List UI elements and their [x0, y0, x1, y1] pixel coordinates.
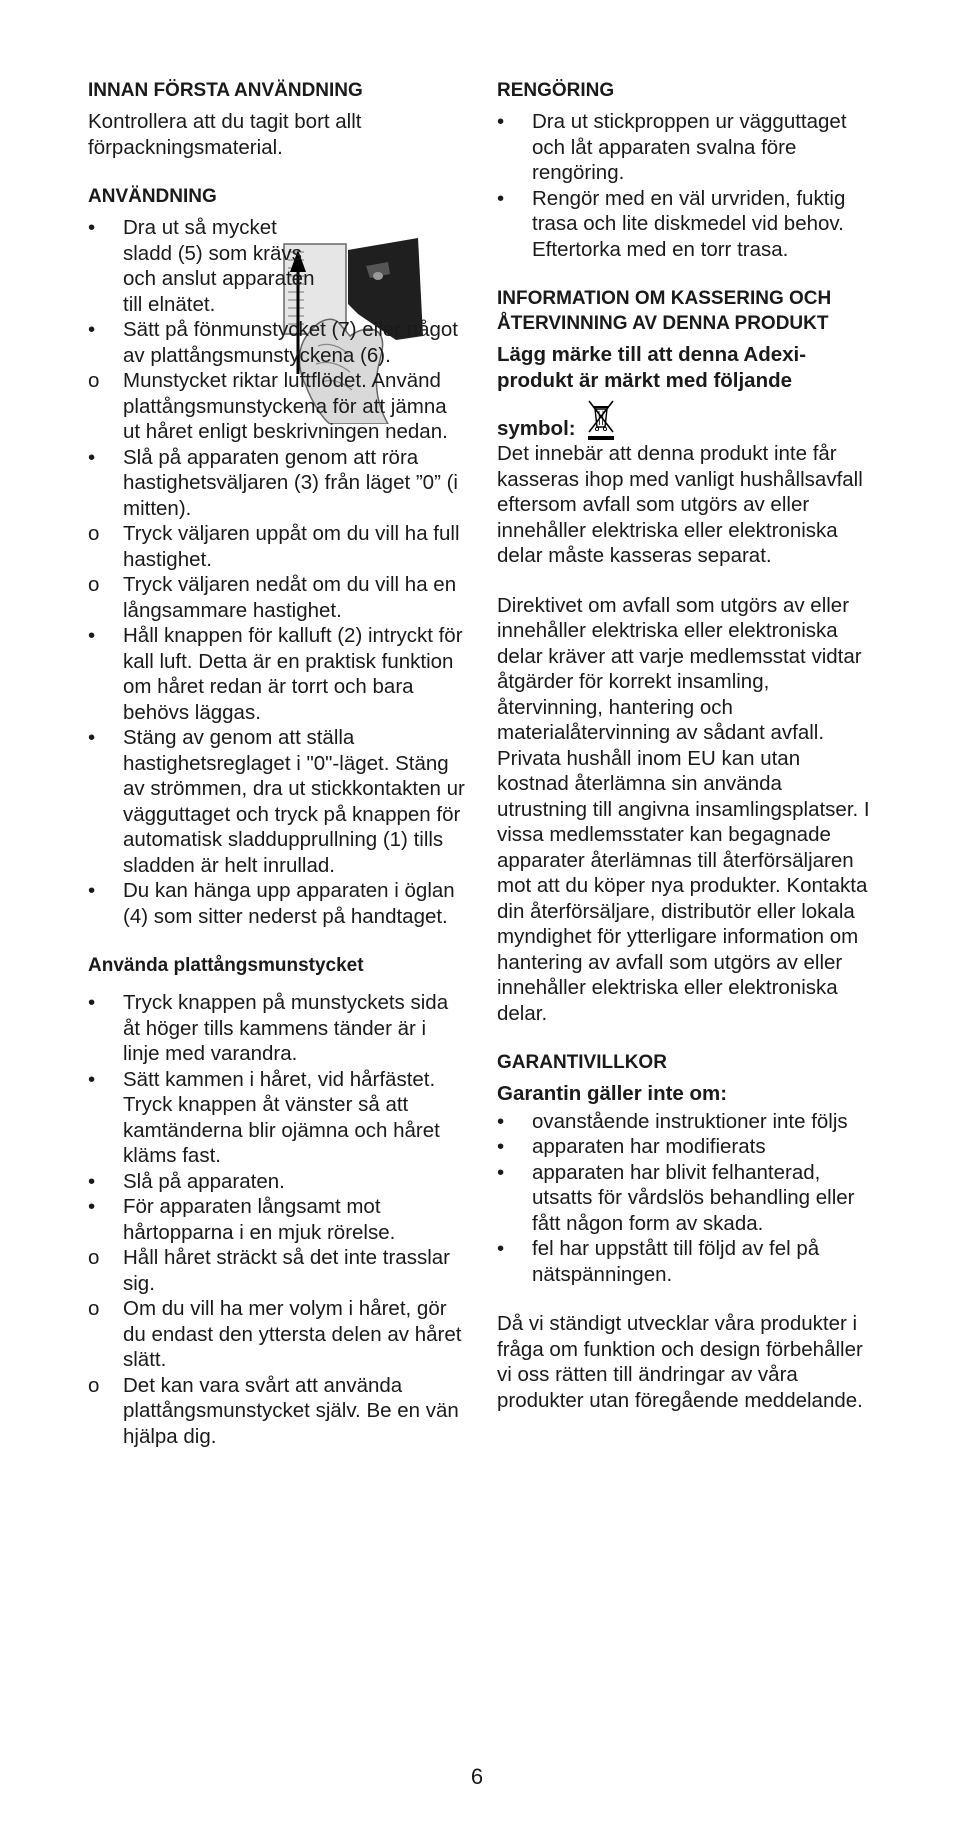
list-item: [88, 445, 466, 522]
disposal-paragraph-2: Direktivet om avfall som utgörs av eller innehåller elektriska eller elektroniska delar kräver att varje medlemsstat vidtar åtgärder för korrekt insamling, återvinning, hantering och materialåtervinning av sådant avfall. Privata hushåll inom EU kan utan kostnad återlämna sin använda utrustning till angivna insamlingsplatser. I vissa medlemsstater kan begagnade apparater återlämnas till återförsäljaren mot att du köper nya produkter. Kontakta din återförsäljare, distributör eller lokala myndighet för ytterligare information om hantering av avfall som utgörs av eller innehåller elektriska eller elektroniska delar.: [497, 593, 870, 1025]
bullet-marker: •: [497, 1160, 505, 1184]
list-item-text: fel har uppstått till följd av fel på nätspänningen.: [532, 1237, 820, 1286]
warranty-list: [497, 1109, 877, 1288]
warranty-closing: Då vi ständigt utvecklar våra produkter i fråga om funktion och design förbehåller vi oss rätten till ändringar av våra produkter utan föregående meddelande.: [497, 1312, 863, 1412]
list-item-text: apparaten har modifierats: [532, 1135, 766, 1158]
list-item-text: Dra ut stickproppen ur vägguttaget och låt apparaten svalna före rengöring.: [532, 110, 847, 184]
list-item: [497, 109, 877, 186]
bullet-marker: •: [88, 445, 96, 469]
cleaning-list: [497, 109, 877, 262]
bullet-marker: •: [497, 186, 505, 210]
bullet-marker: o: [88, 1373, 100, 1397]
first-use-text: Kontrollera att du tagit bort allt förpackningsmaterial.: [88, 110, 362, 159]
list-item: [88, 521, 466, 572]
flat-iron-list: [88, 990, 466, 1449]
weee-symbol-row: [497, 397, 877, 441]
list-item: [88, 623, 466, 725]
list-item: [497, 186, 877, 263]
bullet-marker: •: [497, 110, 505, 133]
list-item: [88, 317, 466, 368]
list-item: [88, 1245, 466, 1296]
bullet-marker: •: [88, 726, 96, 749]
list-item: [88, 878, 466, 929]
bullet-marker: •: [88, 624, 96, 647]
bullet-marker: •: [88, 318, 96, 341]
disposal-heading: INFORMATION OM KASSERING OCH ÅTERVINNING AV DENNA PRODUKT: [497, 288, 832, 334]
bullet-marker: o: [88, 1297, 100, 1320]
list-item-text: Tryck väljaren nedåt om du vill ha en långsammare hastighet.: [123, 573, 457, 622]
list-item-text: Om du vill ha mer volym i håret, gör du endast den yttersta delen av håret slätt.: [123, 1297, 462, 1371]
list-item: [88, 725, 466, 878]
list-item-text: Det kan vara svårt att använda plattångsmunstycket själv. Be en vän hjälpa dig.: [123, 1373, 459, 1448]
list-item-text: Slå på apparaten.: [123, 1169, 285, 1193]
list-item-text: Tryck knappen på munstyckets sida åt höger tills kammens tänder är i linje med varandra.: [123, 991, 449, 1065]
usage-heading: ANVÄNDNING: [88, 186, 217, 207]
list-item: [497, 1236, 877, 1287]
bullet-marker: o: [88, 1246, 100, 1269]
right-column: [497, 78, 877, 1413]
bullet-marker: •: [497, 1237, 505, 1260]
symbol-label: symbol:: [497, 416, 576, 440]
list-item-text: Håll knappen för kalluft (2) intryckt för kall luft. Detta är en praktisk funktion om håret redan är torrt och bara behövs läggas.: [123, 624, 463, 724]
list-item-text: Munstycket riktar luftflödet. Använd plattångsmunstyckena för att jämna ut håret enligt beskrivningen nedan.: [123, 369, 448, 443]
list-item-text: Dra ut så mycket sladd (5) som krävs och anslut apparaten till elnätet.: [123, 216, 315, 316]
disposal-paragraph-1: Det innebär att denna produkt inte får kasseras ihop med vanligt hushållsavfall eftersom avfall som utgörs av eller innehåller elektriska eller elektroniska delar måste kasseras separat.: [497, 442, 863, 567]
list-item: [88, 1373, 466, 1450]
page-number: 6: [470, 1764, 484, 1789]
list-item: [88, 990, 466, 1067]
list-item: [88, 572, 466, 623]
first-use-heading: INNAN FÖRSTA ANVÄNDNING: [88, 80, 363, 101]
list-item-text: Håll håret sträckt så det inte trasslar sig.: [123, 1246, 450, 1295]
list-item: [497, 1160, 877, 1237]
bullet-marker: •: [497, 1109, 505, 1133]
bullet-marker: •: [497, 1135, 505, 1158]
warranty-heading: GARANTIVILLKOR: [497, 1052, 667, 1073]
list-item-text: Sätt kammen i håret, vid hårfästet. Tryck knappen åt vänster så att kamtänderna blir ojämna och håret kläms fast.: [123, 1067, 440, 1167]
list-item-text: ovanstående instruktioner inte följs: [532, 1109, 848, 1133]
left-column: [88, 78, 466, 1449]
crossed-out-bin-icon: [586, 397, 616, 441]
bullet-marker: •: [88, 991, 96, 1014]
list-item: [88, 368, 466, 445]
list-item-text: Rengör med en väl urvriden, fuktig trasa och lite diskmedel vid behov. Eftertorka med en torr trasa.: [532, 186, 846, 261]
list-item-text: Du kan hänga upp apparaten i öglan (4) som sitter nederst på handtaget.: [123, 879, 455, 928]
bullet-marker: •: [88, 1067, 96, 1091]
list-item-text: Stäng av genom att ställa hastighetsreglaget i "0"-läget. Stäng av strömmen, dra ut stickkontakten ur vägguttaget och tryck på knappen för automatisk sladdupprullning (1) tills sladden är helt inrullad.: [123, 726, 465, 877]
list-item-text: apparaten har blivit felhanterad, utsatts för vårdslös behandling eller fått någon form av skada.: [532, 1160, 855, 1235]
list-item-text: För apparaten långsamt mot hårtopparna i en mjuk rörelse.: [123, 1195, 396, 1244]
list-item: [88, 1067, 466, 1169]
list-item-text: Slå på apparaten genom att röra hastighetsväljaren (3) från läget ”0” (i mitten).: [123, 445, 458, 520]
warranty-subheading: Garantin gäller inte om:: [497, 1082, 728, 1105]
bullet-marker: •: [88, 1195, 96, 1218]
list-item-text: Tryck väljaren uppåt om du vill ha full hastighet.: [123, 522, 460, 571]
bullet-marker: o: [88, 522, 100, 545]
disposal-subheading: Lägg märke till att denna Adexi-produkt är märkt med följande: [497, 343, 807, 392]
list-item: [497, 1109, 877, 1135]
list-item: [88, 1169, 466, 1195]
list-item: [88, 1194, 466, 1245]
bullet-marker: o: [88, 369, 100, 392]
list-item-text: Sätt på fönmunstycket (7) eller något av plattångsmunstyckena (6).: [123, 318, 459, 367]
cleaning-heading: RENGÖRING: [497, 80, 615, 101]
bullet-marker: •: [88, 1169, 96, 1193]
bullet-marker: •: [88, 216, 96, 239]
list-item: [88, 215, 466, 317]
list-item: [497, 1134, 877, 1160]
bullet-marker: •: [88, 879, 96, 902]
list-item: [88, 1296, 466, 1373]
bullet-marker: o: [88, 573, 100, 596]
flat-iron-heading: Använda plattångsmunstycket: [88, 955, 364, 976]
usage-list: [88, 215, 466, 929]
